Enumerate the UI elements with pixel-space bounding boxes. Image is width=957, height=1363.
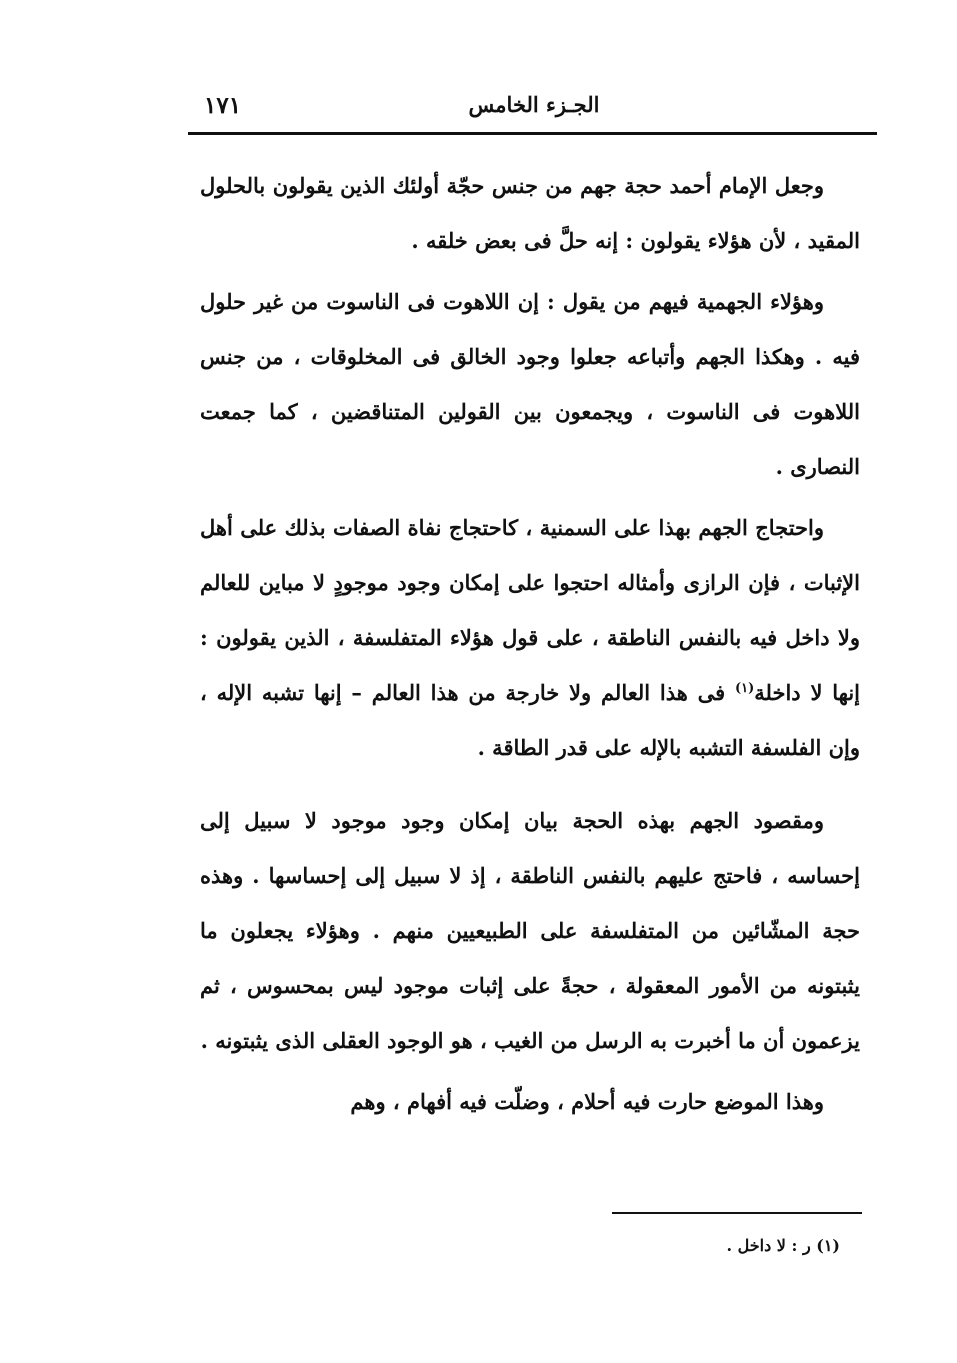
paragraph-3-text-b: فى هذا العالم ولا خارجة من هذا العالم – إنها تشبه الإله ، وإن الفلسفة التشبه بالإله على قدر الطاقة .: [200, 680, 860, 760]
paragraph-3-text-a: واحتجاج الجهم بهذا على السمنية ، كاحتجاج نفاة الصفات بذلك على أهل الإثبات ، فإن الرازى وأمثاله احتجوا على إمكان وجود موجودٍ لا مباين للعالم ولا داخل فيه بالنفس الناطقة ، على قول هؤلاء المتفلسفة ، الذين يقولون : إنها لا داخلة: [200, 515, 861, 705]
paragraph-5: وهذا الموضع حارت فيه أحلام ، وضلّت فيه أفهام ، وهم: [350, 1089, 824, 1114]
paragraph-2: وهؤلاء الجهمية فيهم من يقول : إن اللاهوت فى الناسوت من غير حلول فيه . وهكذا الجهم وأتباعه جعلوا وجود الخالق فى المخلوقات ، من جنس اللاهوت فى الناسوت ، ويجمعون بين القولين المتناقضين ، كما جمعت النصارى .: [200, 289, 860, 479]
footnote-marker[interactable]: (١): [734, 681, 755, 696]
footnote: (١) ر : لا داخل .: [726, 1236, 840, 1255]
paragraph-1: وجعل الإمام أحمد حجة جهم من جنس حجّة أولئك الذين يقولون بالحلول المقيد ، لأن هؤلاء يقولون : إنه حلَّ فى بعض خلقه .: [200, 173, 860, 253]
running-title: الجـزء الخامس: [468, 92, 600, 117]
main-text: [200, 158, 860, 1129]
page-number: ١٧١: [204, 92, 242, 119]
footnote-rule: [612, 1212, 862, 1214]
page-header: [190, 80, 878, 130]
header-rule: [188, 132, 877, 135]
paragraph-3: [200, 500, 860, 775]
paragraph-4: ومقصود الجهم بهذه الحجة بيان إمكان وجود موجود لا سبيل إلى إحساسه ، فاحتج عليهم بالنفس الناطقة ، إذ لا سبيل إلى إحساسها . وهذه حجة المشّائين من المتفلسفة على الطبيعيين منهم . وهؤلاء يجعلون ما يثبتونه من الأمور المعقولة ، حجةً على إثبات موجود ليس بمحسوس ، ثم يزعمون أن ما أخبرت به الرسل من الغيب ، هو الوجود العقلى الذى يثبتونه .: [200, 808, 860, 1053]
